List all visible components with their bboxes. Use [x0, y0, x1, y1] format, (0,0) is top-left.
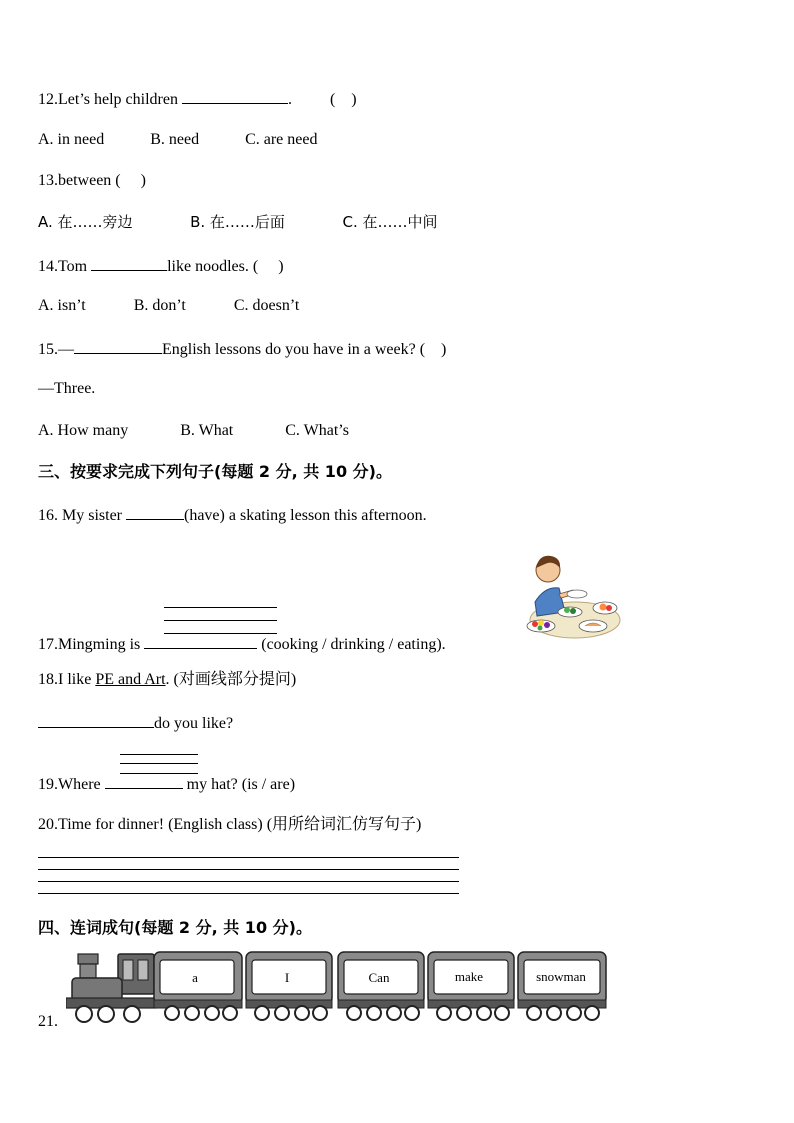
option-a[interactable]: A. 在……旁边	[38, 213, 133, 231]
boy-eating-illustration	[515, 550, 621, 640]
underlined-phrase: PE and Art	[95, 671, 166, 688]
option-c[interactable]: C. What’s	[285, 422, 349, 439]
answer-blank[interactable]	[126, 504, 184, 520]
option-b[interactable]: B. 在……后面	[190, 213, 285, 231]
question-12-options	[38, 130, 317, 150]
writing-line[interactable]	[38, 857, 459, 858]
question-19	[38, 773, 295, 795]
option-c[interactable]: C. doesn’t	[233, 297, 300, 314]
question-18	[38, 670, 296, 690]
question-14-rest: like noodles. ( )	[167, 258, 284, 275]
option-line	[120, 763, 198, 764]
train-engine	[66, 954, 156, 1022]
question-12-stem: 12.Let’s help children	[38, 91, 178, 108]
option-b[interactable]: B. don’t	[133, 297, 186, 314]
question-12-period: .	[287, 91, 292, 108]
word-train	[66, 950, 610, 1025]
question-16-rest: (have) a skating lesson this afternoon.	[184, 507, 427, 524]
question-18-answer-rest: do you like?	[154, 715, 234, 732]
word-card-a[interactable]: a	[192, 970, 198, 985]
question-18-post: . (对画线部分提问)	[165, 671, 297, 688]
question-18-answer	[38, 712, 233, 734]
question-16	[38, 504, 427, 526]
train-car-3	[338, 952, 424, 1020]
question-17-stem: 17.Mingming is	[38, 636, 141, 653]
question-13-options	[38, 212, 438, 232]
word-card-make[interactable]: make	[454, 969, 484, 984]
option-c[interactable]: C. 在……中间	[342, 213, 438, 231]
question-15-rest: English lessons do you have in a week? ( )	[162, 341, 447, 358]
question-18-pre: 18.I like	[38, 671, 96, 688]
question-13	[38, 171, 146, 191]
question-19-rest: my hat? (is / are)	[186, 776, 296, 793]
word-card-snowman[interactable]: snowman	[536, 969, 586, 984]
question-15-stem: 15.—	[38, 341, 74, 358]
question-20	[38, 815, 421, 835]
section-4-heading: 四、连词成句(每题 2 分, 共 10 分)。	[38, 918, 312, 937]
option-a[interactable]: A. isn’t	[38, 297, 86, 314]
question-15	[38, 338, 446, 360]
answer-blank[interactable]	[38, 712, 154, 728]
word-card-can[interactable]: Can	[368, 970, 390, 985]
dialog-answer: —Three.	[38, 380, 96, 397]
answer-blank[interactable]	[74, 338, 162, 354]
option-c[interactable]: C. are need	[245, 131, 318, 148]
question-21-number: 21.	[38, 1013, 58, 1030]
answer-blank[interactable]	[91, 255, 167, 271]
writing-line[interactable]	[38, 893, 459, 894]
question-13-stem: 13.between ( )	[38, 172, 146, 189]
question-17	[38, 633, 446, 655]
writing-line[interactable]	[38, 869, 459, 870]
answer-blank[interactable]	[144, 633, 257, 649]
word-card-i[interactable]: I	[284, 970, 290, 985]
option-a[interactable]: A. in need	[38, 131, 105, 148]
train-car-5	[518, 952, 606, 1020]
train-car-2	[246, 952, 332, 1020]
section-3-heading: 三、按要求完成下列句子(每题 2 分, 共 10 分)。	[38, 462, 392, 481]
train-car-4	[428, 952, 514, 1020]
train-car-1	[154, 952, 242, 1020]
writing-line[interactable]	[38, 881, 459, 882]
answer-blank[interactable]	[182, 88, 288, 104]
question-14-options	[38, 296, 299, 316]
question-17-rest: (cooking / drinking / eating).	[261, 636, 446, 653]
option-a[interactable]: A. How many	[38, 422, 129, 439]
option-b[interactable]: B. need	[150, 131, 200, 148]
answer-blank[interactable]	[105, 773, 183, 789]
question-14-stem: 14.Tom	[38, 258, 88, 275]
option-b[interactable]: B. What	[180, 422, 234, 439]
question-15-options	[38, 421, 349, 441]
option-line	[120, 754, 198, 755]
option-line	[164, 620, 277, 621]
question-14	[38, 255, 284, 277]
question-19-stem: 19.Where	[38, 776, 101, 793]
option-line	[164, 607, 277, 608]
question-15-answer	[38, 379, 95, 399]
answer-paren[interactable]: ( )	[329, 91, 357, 108]
question-12	[38, 88, 357, 110]
question-20-stem: 20.Time for dinner! (English class) (用所给词汇仿写句子)	[38, 816, 422, 833]
question-16-stem: 16. My sister	[38, 507, 122, 524]
